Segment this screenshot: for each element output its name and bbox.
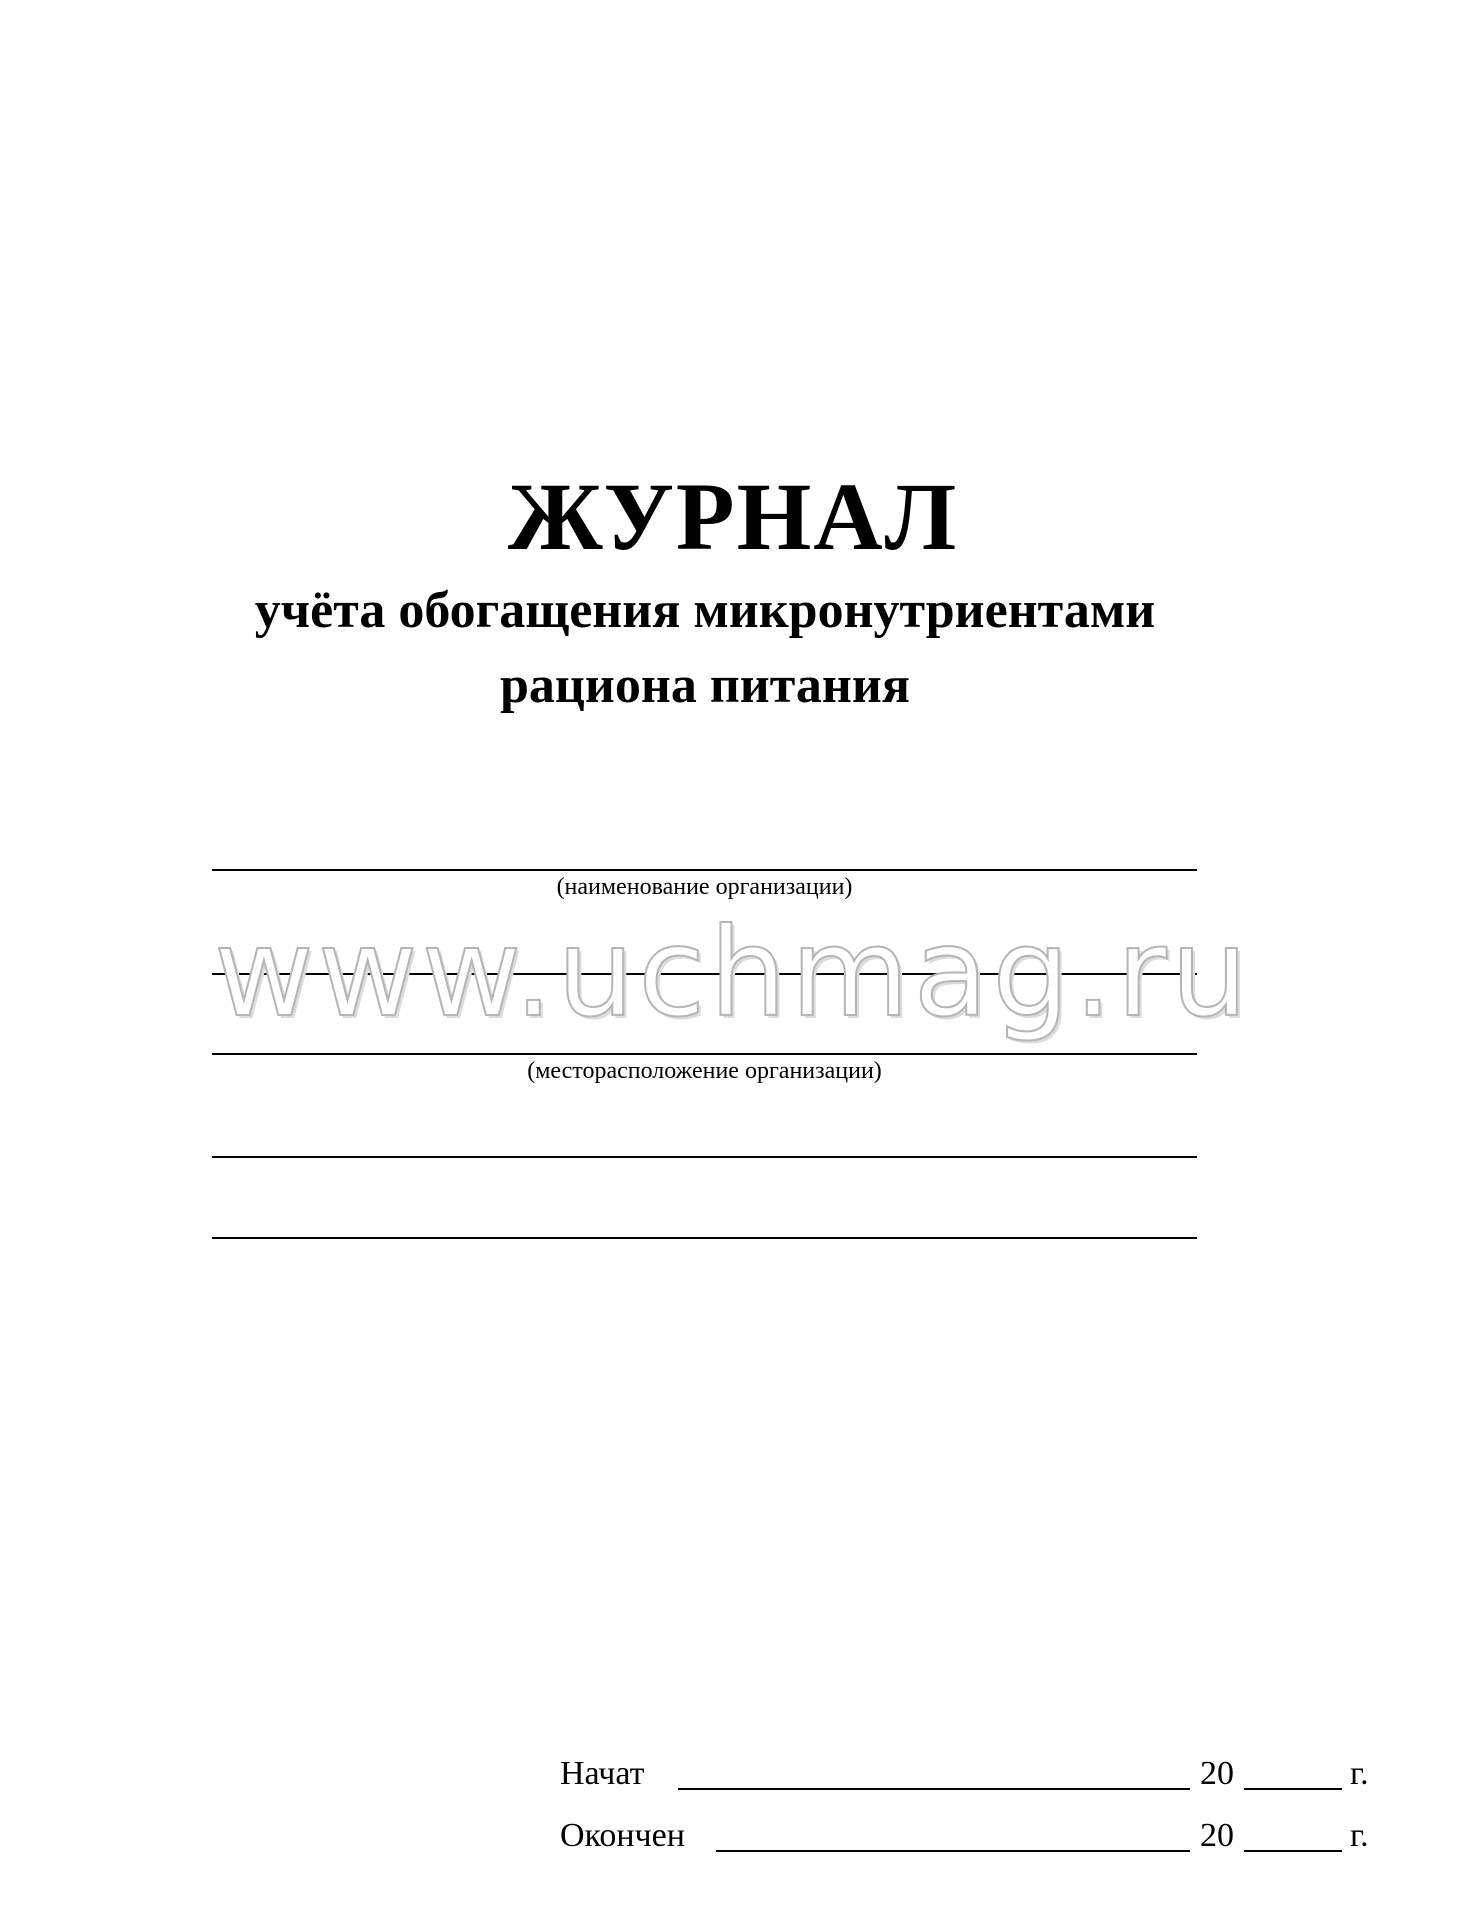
ended-year-prefix: 20 — [1200, 1817, 1234, 1854]
organization-location-line[interactable] — [212, 1053, 1197, 1055]
started-date-row — [560, 1754, 1390, 1798]
journal-subtitle-line1: учёта обогащения микронутриентами — [254, 582, 1156, 639]
started-date-line[interactable] — [678, 1788, 1190, 1790]
journal-title: ЖУРНАЛ — [507, 463, 959, 570]
watermark: www.uchmag.ru — [214, 902, 1252, 1044]
ended-date-line[interactable] — [716, 1850, 1190, 1852]
journal-subtitle-line2: рациона питания — [500, 657, 910, 714]
started-year-suffix: г. — [1350, 1755, 1369, 1792]
ended-year-line[interactable] — [1244, 1850, 1342, 1852]
organization-name-caption: (наименование организации) — [556, 874, 853, 900]
organization-location-line-2[interactable] — [212, 1156, 1197, 1158]
ended-label: Окончен — [560, 1817, 685, 1854]
started-year-line[interactable] — [1244, 1788, 1342, 1790]
ended-date-row — [560, 1816, 1390, 1860]
organization-name-line[interactable] — [212, 869, 1197, 871]
organization-location-caption: (месторасположение организации) — [527, 1058, 882, 1084]
started-year-prefix: 20 — [1200, 1755, 1234, 1792]
ended-year-suffix: г. — [1350, 1817, 1369, 1854]
started-label: Начат — [560, 1755, 645, 1792]
organization-location-line-3[interactable] — [212, 1237, 1197, 1239]
